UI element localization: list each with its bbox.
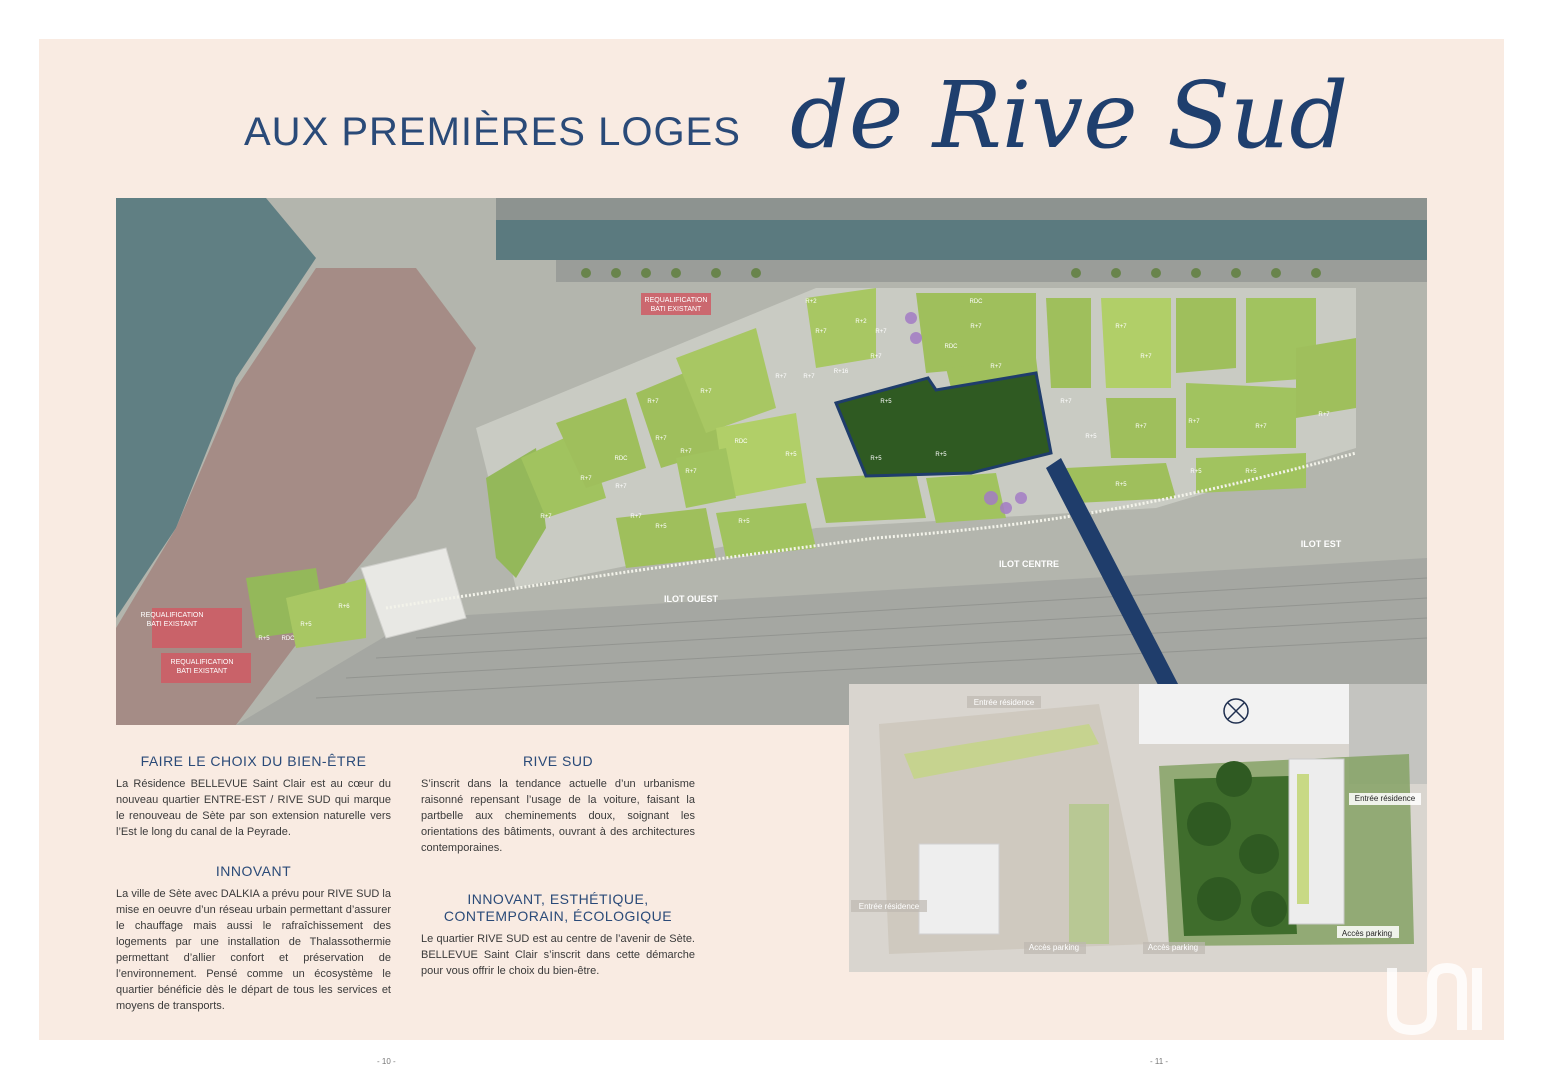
- esthetique-heading-line1: INNOVANT, ESTHÉTIQUE,: [467, 891, 649, 907]
- lot-label: R+2: [805, 299, 817, 305]
- lot-label: R+7: [990, 364, 1002, 370]
- parking-2-label: Accès parking: [1147, 943, 1199, 952]
- section-bien-etre: [116, 753, 391, 840]
- title-caps: AUX PREMIÈRES LOGES: [244, 110, 741, 154]
- lot-label: R+7: [680, 449, 692, 455]
- lot-label: R+5: [655, 524, 667, 530]
- canal-water: [496, 220, 1427, 260]
- rive-sud-body: S’inscrit dans la tendance actuelle d’un urbanisme raisonné repensant l’usage de la voiture, faisant la partbelle aux cheminements doux, soignant les orientations des bâtiments, ouvrant à des architectures contemporaines.: [421, 778, 695, 854]
- ilot-est-label: ILOT EST: [1300, 539, 1342, 549]
- ilot-ouest-label: ILOT OUEST: [664, 594, 718, 604]
- inset-white-building: [919, 844, 999, 934]
- lot-label: R+7: [815, 329, 827, 335]
- lot-label: R+5: [785, 452, 797, 458]
- parking-1-label: Accès parking: [1028, 943, 1080, 952]
- entrance-left-label: Entrée résidence: [858, 902, 920, 911]
- parking-3-label: Accès parking: [1341, 929, 1393, 938]
- lot-label: R+5: [1085, 434, 1097, 440]
- lot-label: R+7: [970, 324, 982, 330]
- section-esthetique: [421, 891, 695, 979]
- lot-label: R+7: [685, 469, 697, 475]
- lot-label: R+7: [540, 514, 552, 520]
- quay-top: [496, 198, 1427, 220]
- lot-label: RDC: [734, 439, 748, 445]
- lot-label: R+7: [630, 514, 642, 520]
- masterplan-map: [116, 198, 1427, 725]
- lot-label: R+5: [1190, 469, 1202, 475]
- lot-label: R+7: [580, 476, 592, 482]
- page-number-right: - 11 -: [1150, 1057, 1169, 1066]
- lot-label: R+7: [615, 484, 627, 490]
- lot-label: R+7: [1115, 324, 1127, 330]
- requal-bottom-line1: REQUALIFICATION: [170, 659, 234, 666]
- lot-label: R+5: [935, 452, 947, 458]
- lot-label: R+7: [700, 389, 712, 395]
- lot-label: R+7: [647, 399, 659, 405]
- lot-label: R+7: [803, 374, 815, 380]
- bien-etre-body: La Résidence BELLEVUE Saint Clair est au cœur du nouveau quartier ENTRE-EST / RIVE SUD qui marque le renouveau de Sète par son extension naturelle vers l’Est le long du canal de la Peyrade.: [116, 778, 391, 838]
- innovant-body: La ville de Sète avec DALKIA a prévu pour RIVE SUD la mise en oeuvre d’un réseau urbain permettant d’assurer le chauffage mais aussi le rafraîchissement des logements par une installation de Thalassothermie permettant d’allier confort et préservation de l’environnement. Pensé comme un écosystème le quartier bénéficie dès le départ de tous les services et moyens de transports.: [116, 888, 391, 1012]
- residence-green-roof: [1297, 774, 1309, 904]
- requal-top-line1: REQUALIFICATION: [644, 297, 708, 304]
- lot-label: R+7: [870, 354, 882, 360]
- inset-svg: [849, 684, 1427, 972]
- lot-label: R+7: [775, 374, 787, 380]
- lot-label: R+7: [1060, 399, 1072, 405]
- section-innovant: [116, 863, 391, 1014]
- lot-label: R+5: [1115, 482, 1127, 488]
- lot-label: R+7: [1140, 354, 1152, 360]
- lot-label: R+5: [258, 636, 270, 642]
- lot-label: R+5: [880, 399, 892, 405]
- bien-etre-heading: FAIRE LE CHOIX DU BIEN-ÊTRE: [140, 753, 367, 769]
- inset-green-roof-2: [1069, 804, 1109, 944]
- esthetique-body: Le quartier RIVE SUD est au centre de l’avenir de Sète. BELLEVUE Saint Clair s’inscrit dans cette démarche pour vous offrir le choix du bien-être.: [421, 933, 695, 977]
- lot-label: R+7: [1135, 424, 1147, 430]
- residence-inset: [849, 684, 1427, 972]
- esthetique-heading-line2: CONTEMPORAIN, ÉCOLOGIQUE: [443, 908, 673, 924]
- boulevard: [556, 260, 1427, 282]
- inset-white-lot: [1139, 684, 1349, 744]
- lot-label: R+7: [1255, 424, 1267, 430]
- lot-label: R+2: [855, 319, 867, 325]
- requal-left-line2: BATI EXISTANT: [146, 621, 198, 628]
- lot-label: R+5: [870, 456, 882, 462]
- innovant-heading: INNOVANT: [215, 863, 292, 879]
- lot-label: R+5: [1245, 469, 1257, 475]
- ilot-centre-label: ILOT CENTRE: [999, 559, 1059, 569]
- entrance-right-label: Entrée résidence: [1354, 794, 1416, 803]
- lot-label: RDC: [969, 299, 983, 305]
- lot-label: RDC: [614, 456, 628, 462]
- section-rive-sud: [421, 753, 695, 856]
- lot-label: R+5: [738, 519, 750, 525]
- lot-label: R+6: [338, 604, 350, 610]
- requal-left-line1: REQUALIFICATION: [140, 612, 204, 619]
- lot-label: R+5: [300, 622, 312, 628]
- lot-label: RDC: [944, 344, 958, 350]
- lot-label: RDC: [281, 636, 295, 642]
- lot-label: R+7: [875, 329, 887, 335]
- esthetique-heading: [421, 891, 695, 925]
- lot-label: R+7: [1188, 419, 1200, 425]
- lot-label: R+16: [833, 369, 849, 375]
- entrance-top-label: Entrée résidence: [973, 698, 1035, 707]
- lot-label: R+7: [1318, 412, 1330, 418]
- brand-logo-icon: [1382, 938, 1504, 1038]
- title-script: de Rive Sud: [790, 62, 1349, 169]
- page-number-left: - 10 -: [377, 1057, 396, 1066]
- lot-label: R+7: [655, 436, 667, 442]
- requal-bottom-line2: BATI EXISTANT: [176, 668, 228, 675]
- requal-top-line2: BATI EXISTANT: [650, 306, 702, 313]
- masterplan-svg: [116, 198, 1427, 725]
- rive-sud-heading: RIVE SUD: [522, 753, 594, 769]
